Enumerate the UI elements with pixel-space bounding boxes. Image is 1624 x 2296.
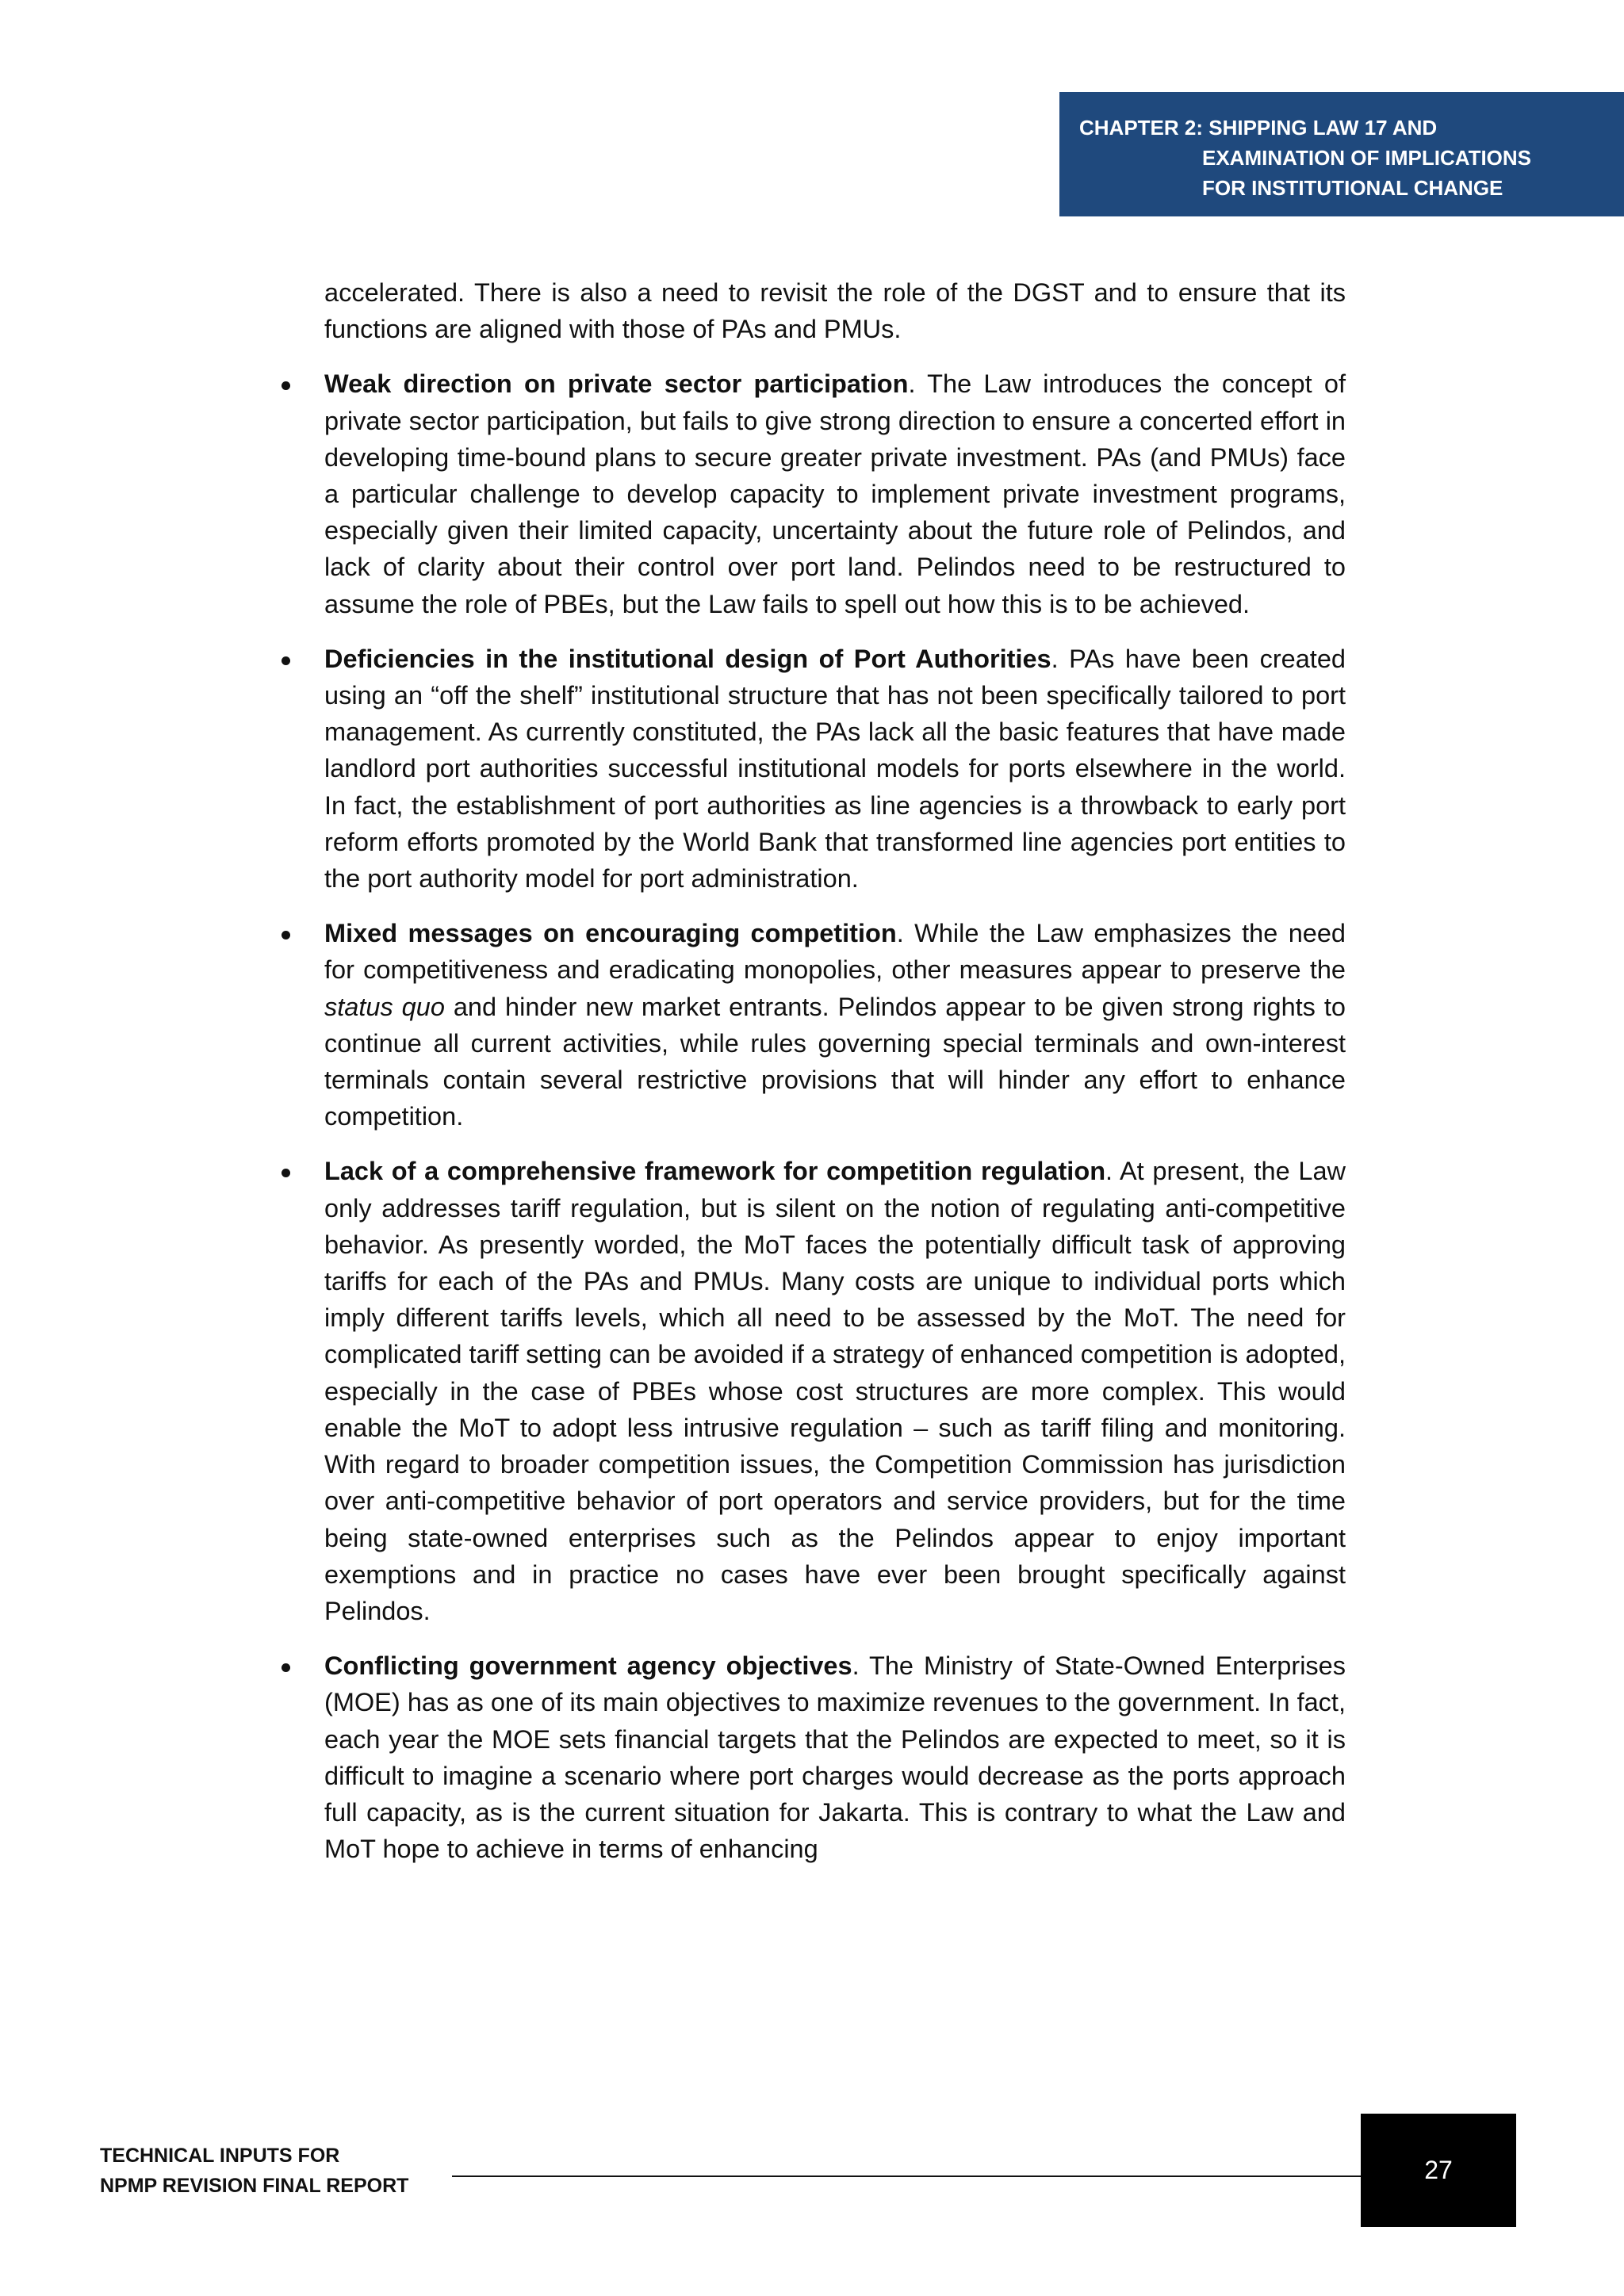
footer-divider xyxy=(452,2175,1362,2177)
bullet-text-before: . While the Law emphasizes the need for competitiveness and eradicating monopolies, other measures appear to preserve the xyxy=(324,919,1346,985)
bullet-title: Mixed messages on encouraging competition xyxy=(324,919,897,948)
bullet-text: . At present, the Law only addresses tariff regulation, but is silent on the notion of regulating anti-competitive behavior. As presently worded, the MoT faces the potentially difficult task of approving tariffs for each of the PAs and PMUs. Many costs are unique to individual ports which imply different tariffs levels, which all need to be assessed by the MoT. The need for complicated tariff setting can be avoided if a strategy of enhanced competition is adopted, especially in the case of PBEs whose cost structures are more complex. This would enable the MoT to adopt less intrusive regulation – such as tariff filing and monitoring. With regard to broader competition issues, the Competition Commission has jurisdiction over anti-competitive behavior of port operators and service providers, but for the time being state-owned enterprises such as the Pelindos appear to enjoy important exemptions and in practice no cases have ever been brought specifically against Pelindos. xyxy=(324,1157,1346,1625)
bullet-title: Deficiencies in the institutional design of Port Authorities xyxy=(324,644,1051,673)
bullet-item-private-sector xyxy=(279,365,1346,622)
bullet-icon xyxy=(282,931,290,939)
intro-paragraph: accelerated. There is also a need to revisit the role of the DGST and to ensure that its functions are aligned with those of PAs and PMUs. xyxy=(324,278,1346,344)
bullet-item-agency-objectives xyxy=(279,1647,1346,1867)
bullet-item-port-authorities xyxy=(279,641,1346,897)
bullet-icon xyxy=(282,381,290,390)
bullet-item-competition xyxy=(279,915,1346,1135)
footer-line-2: NPMP REVISION FINAL REPORT xyxy=(100,2175,409,2197)
page-number-box xyxy=(1361,2114,1516,2227)
bullet-icon xyxy=(282,1169,290,1177)
bullet-text-after: and hinder new market entrants. Pelindos appear to be given strong rights to continue all current activities, while rules governing special terminals and own-interest terminals contain several restrictive provisions that will hinder any effort to enhance competition. xyxy=(324,992,1346,1131)
chapter-title-line-1: CHAPTER 2: SHIPPING LAW 17 AND xyxy=(1079,116,1438,140)
chapter-header xyxy=(1059,92,1624,216)
bullet-text-italic: status quo xyxy=(324,992,445,1021)
footer-line-1: TECHNICAL INPUTS FOR xyxy=(100,2145,340,2167)
bullet-text: . PAs have been created using an “off the shelf” institutional structure that has not been specifically tailored to port management. As currently constituted, the PAs lack all the basic features that have made landlord port authorities successful institutional models for ports elsewhere in the world. In fact, the establishment of port authorities as line agencies is a throwback to early port reform efforts promoted by the World Bank that transformed line agencies port entities to the port authority model for port administration. xyxy=(324,644,1346,894)
bullet-icon xyxy=(282,1663,290,1672)
bullet-title: Lack of a comprehensive framework for competition regulation xyxy=(324,1157,1106,1186)
bullet-text: . The Law introduces the concept of private sector participation, but fails to give strong direction to ensure a concerted effort in developing time-bound plans to secure greater private investment. PAs (and PMUs) face a particular challenge to develop capacity to implement private investment programs, especially given their limited capacity, uncertainty about the future role of Pelindos, and lack of clarity about their control over port land. Pelindos need to be restructured to assume the role of PBEs, but the Law fails to spell out how this is to be achieved. xyxy=(324,369,1346,618)
body-content xyxy=(279,274,1346,1885)
bullet-item-competition-regulation xyxy=(279,1153,1346,1629)
bullet-title: Conflicting government agency objectives xyxy=(324,1651,852,1681)
footer-report-title xyxy=(100,2141,408,2201)
bullet-icon xyxy=(282,656,290,665)
chapter-title-line-3: FOR INSTITUTIONAL CHANGE xyxy=(1202,176,1503,200)
chapter-title-line-2: EXAMINATION OF IMPLICATIONS xyxy=(1202,146,1532,170)
page-number: 27 xyxy=(1424,2156,1453,2184)
bullet-text: . The Ministry of State-Owned Enterprises (MOE) has as one of its main objectives to maximize revenues to the government. In fact, each year the MOE sets financial targets that the Pelindos are expected to meet, so it is difficult to imagine a scenario where port charges would decrease as the ports approach full capacity, as is the current situation for Jakarta. This is contrary to what the Law and MoT hope to achieve in terms of enhancing xyxy=(324,1651,1346,1864)
bullet-list xyxy=(279,365,1346,1867)
bullet-title: Weak direction on private sector participation xyxy=(324,369,909,399)
